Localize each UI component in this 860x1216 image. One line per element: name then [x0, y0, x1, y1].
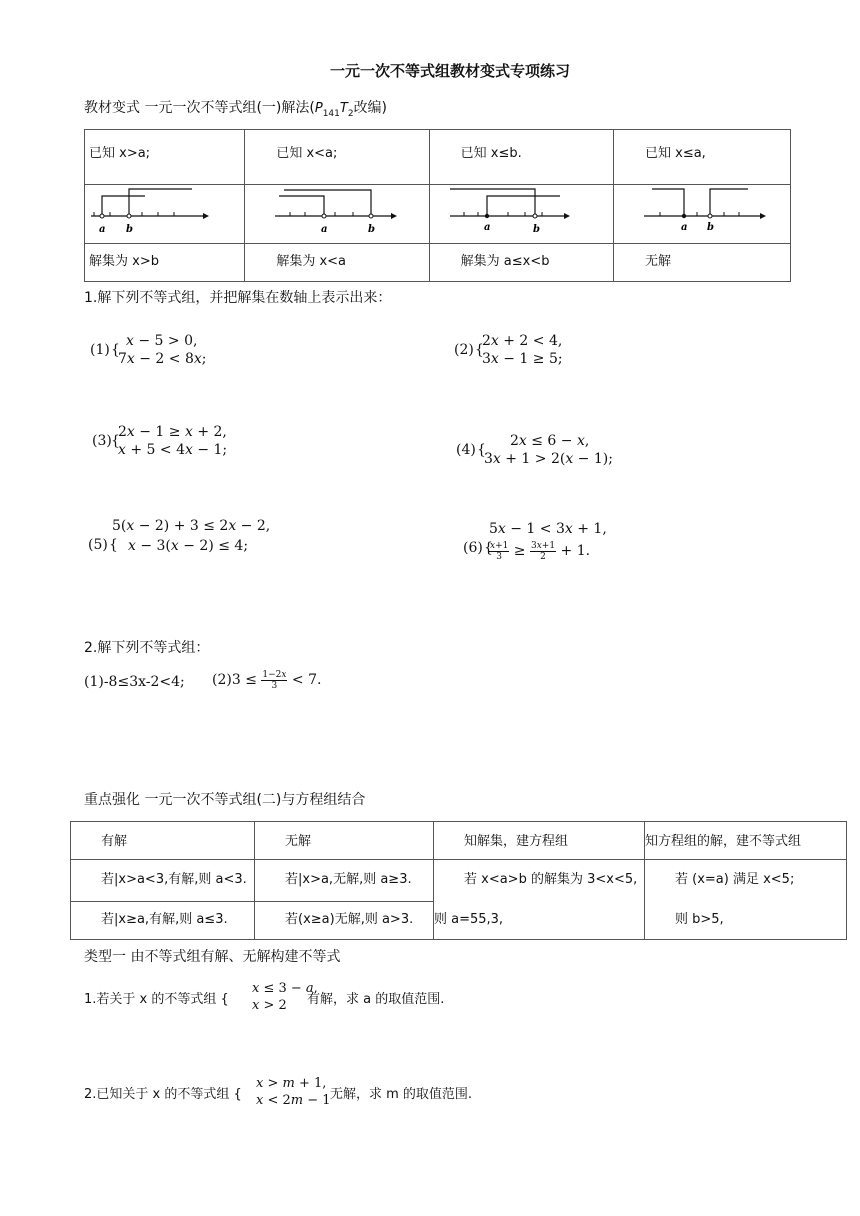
section1-heading-suffix: 改编)	[353, 100, 388, 116]
ref-t-sub: 2	[347, 108, 354, 119]
q1-prompt: 1.解下列不等式组，并把解集在数轴上表示出来：	[84, 290, 392, 306]
system-line: 5𝑥 − 1 < 3𝑥 + 1,	[489, 521, 607, 537]
number-line-1	[85, 185, 243, 239]
svg-text:a: a	[681, 222, 688, 233]
system-line: 7𝑥 − 2 < 8𝑥;	[118, 351, 207, 367]
system-line: 𝑥 − 3(𝑥 − 2) ≤ 4;	[128, 538, 249, 554]
cell-no-solution-1: 若|x>a,无解,则 a≥3.	[285, 872, 412, 887]
system-line: 𝑥 > 𝑚 + 1,	[256, 1076, 327, 1091]
section1-heading-prefix: 教材变式 一元一次不等式组(一)解法(	[84, 100, 315, 116]
system-line: 5(𝑥 − 2) + 3 ≤ 2𝑥 − 2,	[112, 518, 271, 534]
svg-text:b: b	[532, 224, 540, 235]
item-label: (2)	[454, 342, 474, 358]
brace-icon: {	[111, 433, 120, 449]
number-line-cell-3	[429, 185, 613, 244]
number-line-4	[614, 185, 790, 239]
type1-q2-suffix: 无解，求 m 的取值范围.	[330, 1087, 473, 1102]
solution-2: 解集为 x<a	[276, 254, 347, 269]
brace-icon: {	[111, 342, 120, 358]
number-line-2	[245, 185, 427, 239]
solution-3: 解集为 a≤x<b	[460, 254, 550, 269]
solution-4: 无解	[645, 254, 672, 269]
ref-p: P	[314, 101, 323, 116]
item-label: (5)	[88, 537, 108, 553]
fraction: $\frac{\text{1−2𝑥}}{3}$	[262, 669, 287, 691]
q2-part2-prefix: (2)3 ≤	[212, 672, 257, 688]
type1-heading: 类型一 由不等式组有解、无解构建不等式	[84, 949, 341, 965]
system-line: 3𝑥 + 1 > 2(𝑥 − 1);	[484, 451, 613, 467]
svg-text:a: a	[483, 222, 491, 233]
known-2: 已知 x<a;	[276, 146, 338, 161]
type1-q2-prefix: 2.已知关于 x 的不等式组 {	[84, 1087, 242, 1102]
svg-text:b: b	[707, 222, 714, 233]
brace-icon: {	[484, 540, 493, 556]
brace-icon: {	[475, 342, 484, 358]
system-line: 𝑥 ≤ 3 − 𝑎,	[252, 981, 318, 996]
table1-cell	[85, 130, 245, 185]
system-line: 𝑥 − 5 > 0,	[126, 333, 198, 349]
solution-1: 解集为 x>b	[89, 254, 159, 269]
system-line: 𝑥 + 5 < 4𝑥 − 1;	[118, 442, 228, 458]
item-label: (6)	[463, 540, 483, 556]
page-title: 一元一次不等式组教材变式专项练习	[329, 62, 570, 80]
system-line: 𝑥 > 2	[252, 998, 287, 1013]
system-line: 𝑥 < 2𝑚 − 1	[256, 1093, 331, 1108]
header-has-solution: 有解	[101, 834, 128, 849]
q2-prompt: 2.解下列不等式组：	[84, 640, 210, 656]
known-3: 已知 x≤b.	[460, 146, 522, 161]
ref-p-sub: 141	[322, 108, 340, 119]
header-known-solution: 知方程组的解，建不等式组	[645, 834, 802, 849]
svg-text:a: a	[321, 224, 328, 235]
item-label: (3)	[92, 433, 112, 449]
number-line-cell-1	[85, 185, 245, 244]
cell-has-solution-1: 若|x>a<3,有解,则 a<3.	[101, 872, 247, 887]
brace-icon: {	[109, 537, 118, 553]
q2-part1: (1)-8≤3x-2<4;	[84, 674, 185, 690]
cell-known-set-2: 则 a=55,3,	[434, 912, 504, 927]
cell-known-solution-2: 则 b>5,	[675, 912, 724, 927]
cell-known-set-1: 若 x<a>b 的解集为 3<x<5,	[464, 872, 638, 887]
system-line: 2𝑥 + 2 < 4,	[482, 333, 563, 349]
known-1: 已知 x>a;	[89, 146, 151, 161]
item-label: (1)	[90, 342, 110, 358]
item-label: (4)	[456, 442, 476, 458]
q2-part2	[212, 668, 321, 692]
section1-heading	[84, 97, 387, 119]
type1-q1-prefix: 1.若关于 x 的不等式组 {	[84, 992, 229, 1007]
header-known-set: 知解集，建方程组	[464, 834, 569, 849]
fraction: $\frac{\text{𝑥+1}}{3}$	[490, 540, 509, 562]
system-line: 3𝑥 − 1 ≥ 5;	[482, 351, 563, 367]
header-no-solution: 无解	[285, 834, 312, 849]
svg-text:b: b	[368, 224, 376, 235]
section2-heading: 重点强化 一元一次不等式组(二)与方程组结合	[84, 792, 366, 808]
known-4: 已知 x≤a,	[645, 146, 706, 161]
number-line-3	[430, 185, 612, 239]
fraction: $\frac{\text{3𝑥+1}}{2}$	[530, 540, 556, 562]
q2-part2-suffix: < 7.	[291, 672, 322, 688]
ref-t: T	[339, 101, 348, 116]
system-line-fraction: $\frac{\text{𝑥+1}}{3}$ ≥ $\frac{\text{3𝑥+1}}{2}$ + 1.	[490, 540, 591, 562]
cell-has-solution-2: 若|x≥a,有解,则 a≤3.	[101, 912, 228, 927]
solution-set-table	[84, 129, 791, 282]
svg-text:b: b	[126, 224, 133, 235]
table1-cell	[245, 130, 429, 185]
brace-icon: {	[477, 442, 486, 458]
system-line: 2𝑥 − 1 ≥ 𝑥 + 2,	[118, 424, 227, 440]
number-line-cell-2	[245, 185, 429, 244]
type1-q1-suffix: 有解，求 a 的取值范围.	[307, 992, 445, 1007]
number-line-cell-4	[614, 185, 791, 244]
system-line: 2𝑥 ≤ 6 − 𝑥,	[510, 433, 590, 449]
cell-known-solution-1: 若 (x=a) 满足 x<5;	[675, 872, 795, 887]
cell-no-solution-2: 若(x≥a)无解,则 a>3.	[285, 912, 414, 927]
equation-table	[70, 821, 847, 940]
svg-text:a: a	[99, 224, 106, 235]
